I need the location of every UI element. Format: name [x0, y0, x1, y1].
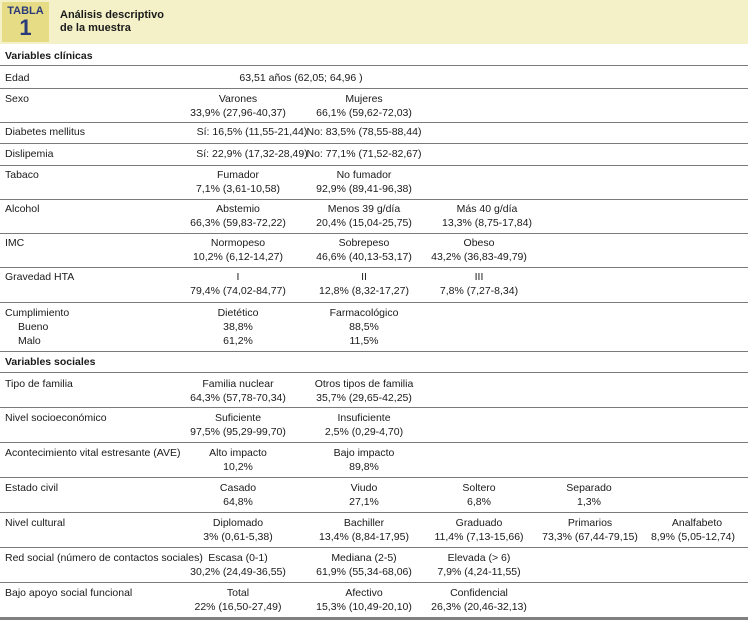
divider [0, 351, 748, 352]
cell-cultural-c5-value: 8,9% (5,05-12,74) [650, 531, 736, 543]
cell-nivel-socio-c1-value: 97,5% (95,29-99,70) [190, 426, 286, 438]
table-number: 1 [19, 15, 32, 40]
row-label-red: Red social (número de contactos sociales) [5, 552, 203, 564]
row-label-ave: Acontecimiento vital estresante (AVE) [5, 447, 181, 459]
cell-red-c2-value: 61,9% (55,34-68,06) [316, 566, 412, 578]
cell-apoyo-c2-value: 15,3% (10,49-20,10) [316, 601, 412, 613]
cell-apoyo-c1-head: Total [226, 587, 250, 599]
divider [0, 65, 748, 66]
cell-ave-c1-head: Alto impacto [209, 447, 267, 459]
table-title [60, 9, 164, 35]
divider [0, 233, 748, 234]
cell-familia-c2-head: Otros tipos de familia [314, 378, 414, 390]
cell-sexo-c2-head: Mujeres [345, 93, 383, 105]
row-label-familia: Tipo de familia [5, 378, 73, 390]
divider [0, 372, 748, 373]
cell-edad-value: 63,51 años (62,05; 64,96 ) [239, 72, 363, 84]
cell-cultural-c1-head: Diplomado [212, 517, 264, 529]
divider [0, 582, 748, 583]
divider [0, 122, 748, 123]
divider [0, 407, 748, 408]
cell-tabaco-c2-value: 92,9% (89,41-96,38) [316, 183, 412, 195]
cell-alcohol-c3-value: 13,3% (8,75-17,84) [442, 217, 532, 229]
row-label-imc: IMC [5, 237, 25, 249]
divider [0, 442, 748, 443]
cell-familia-c1-head: Familia nuclear [202, 378, 274, 390]
cell-nivel-socio-c2-head: Insuficiente [337, 412, 391, 424]
cell-cultural-c1-value: 3% (0,61-5,38) [203, 531, 273, 543]
cell-ave-c2-value: 89,8% [349, 461, 379, 473]
cell-imc-c3-value: 43,2% (36,83-49,79) [431, 251, 527, 263]
row-label-tabaco: Tabaco [5, 169, 39, 181]
cell-nivel-socio-c2-value: 2,5% (0,29-4,70) [324, 426, 404, 438]
table-label: TABLA [7, 5, 44, 17]
cell-civil-c1-value: 64,8% [223, 496, 253, 508]
cell-imc-c2-head: Sobrepeso [338, 237, 390, 249]
cell-diabetes-c1: Sí: 16,5% (11,55-21,44) [196, 126, 308, 138]
cell-red-c2-head: Mediana (2-5) [331, 552, 397, 564]
cell-apoyo-c3-value: 26,3% (20,46-32,13) [431, 601, 527, 613]
row-label-gravedad: Gravedad HTA [5, 271, 75, 283]
cell-gravedad-c2-head: II [361, 271, 367, 283]
cell-civil-c4-head: Separado [566, 482, 612, 494]
cell-diabetes-c2: No: 83,5% (78,55-88,44) [306, 126, 422, 138]
cell-cumplimiento-c2-bueno: 88,5% [349, 321, 379, 333]
divider [0, 267, 748, 268]
cell-sexo-c2-value: 66,1% (59,62-72,03) [316, 107, 412, 119]
cell-civil-c4-value: 1,3% [577, 496, 601, 508]
cell-cultural-c4-head: Primarios [567, 517, 613, 529]
row-label-cultural: Nivel cultural [5, 517, 66, 529]
divider [0, 199, 748, 200]
cell-cultural-c5-head: Analfabeto [671, 517, 723, 529]
cell-cultural-c3-head: Graduado [455, 517, 503, 529]
row-sublabel-bueno: Bueno [18, 321, 49, 333]
row-label-sexo: Sexo [5, 93, 29, 105]
cell-gravedad-c3-value: 7,8% (7,27-8,34) [439, 285, 519, 297]
cell-sexo-c1-head: Varones [218, 93, 258, 105]
cell-cultural-c2-head: Bachiller [343, 517, 385, 529]
cell-apoyo-c2-head: Afectivo [345, 587, 383, 599]
divider [0, 88, 748, 89]
cell-nivel-socio-c1-head: Suficiente [214, 412, 262, 424]
cell-familia-c1-value: 64,3% (57,78-70,34) [190, 392, 286, 404]
divider [0, 547, 748, 548]
cell-cumplimiento-c1-head: Dietético [217, 307, 259, 319]
cell-imc-c1-head: Normopeso [210, 237, 266, 249]
cell-alcohol-c2-head: Menos 39 g/día [327, 203, 401, 215]
cell-gravedad-c1-head: I [236, 271, 240, 283]
cell-cultural-c3-value: 11,4% (7,13-15,66) [434, 531, 524, 543]
cell-alcohol-c1-head: Abstemio [216, 203, 260, 215]
cell-cumplimiento-c2-head: Farmacológico [329, 307, 399, 319]
section-social: Variables sociales [5, 356, 96, 368]
cell-alcohol-c3-head: Más 40 g/día [456, 203, 518, 215]
table-header [0, 0, 748, 44]
row-label-alcohol: Alcohol [5, 203, 40, 215]
cell-civil-c3-head: Soltero [462, 482, 496, 494]
row-label-cumplimiento: Cumplimiento [5, 307, 70, 319]
cell-civil-c3-value: 6,8% [467, 496, 491, 508]
cell-familia-c2-value: 35,7% (29,65-42,25) [316, 392, 412, 404]
cell-gravedad-c1-value: 79,4% (74,02-84,77) [190, 285, 286, 297]
cell-imc-c2-value: 46,6% (40,13-53,17) [316, 251, 412, 263]
cell-alcohol-c1-value: 66,3% (59,83-72,22) [190, 217, 286, 229]
cell-tabaco-c1-head: Fumador [216, 169, 260, 181]
table-badge [2, 2, 49, 42]
cell-tabaco-c1-value: 7,1% (3,61-10,58) [195, 183, 281, 195]
row-label-civil: Estado civil [5, 482, 59, 494]
cell-dislipemia-c2: No: 77,1% (71,52-82,67) [306, 148, 422, 160]
cell-dislipemia-c1: Sí: 22,9% (17,32-28,49) [196, 148, 308, 160]
cell-cumplimiento-c1-malo: 61,2% [223, 335, 253, 347]
table-bottom-rule [0, 617, 748, 620]
cell-red-c3-value: 7,9% (4,24-11,55) [437, 566, 521, 578]
cell-red-c1-head: Escasa (0-1) [208, 552, 268, 564]
cell-alcohol-c2-value: 20,4% (15,04-25,75) [316, 217, 412, 229]
section-clinical: Variables clínicas [5, 50, 93, 62]
cell-imc-c1-value: 10,2% (6,12-14,27) [193, 251, 283, 263]
cell-civil-c2-value: 27,1% [349, 496, 379, 508]
divider [0, 165, 748, 166]
row-label-edad: Edad [5, 72, 30, 84]
cell-cumplimiento-c1-bueno: 38,8% [223, 321, 253, 333]
cell-apoyo-c1-value: 22% (16,50-27,49) [194, 601, 282, 613]
row-label-nivel-socio: Nivel socioeconómico [5, 412, 107, 424]
cell-civil-c1-head: Casado [219, 482, 257, 494]
divider [0, 477, 748, 478]
table-title-line1: Análisis descriptivo [60, 9, 164, 21]
row-label-diabetes: Diabetes mellitus [5, 126, 85, 138]
cell-imc-c3-head: Obeso [463, 237, 495, 249]
divider [0, 302, 748, 303]
divider [0, 143, 748, 144]
row-label-dislipemia: Dislipemia [5, 148, 54, 160]
cell-cultural-c2-value: 13,4% (8,84-17,95) [319, 531, 409, 543]
cell-ave-c2-head: Bajo impacto [333, 447, 395, 459]
cell-cultural-c4-value: 73,3% (67,44-79,15) [542, 531, 638, 543]
cell-red-c1-value: 30,2% (24,49-36,55) [190, 566, 286, 578]
cell-apoyo-c3-head: Confidencial [450, 587, 508, 599]
divider [0, 512, 748, 513]
cell-ave-c1-value: 10,2% [223, 461, 253, 473]
cell-gravedad-c3-head: III [474, 271, 484, 283]
table-title-line2: de la muestra [60, 22, 131, 34]
cell-tabaco-c2-head: No fumador [336, 169, 392, 181]
row-label-apoyo: Bajo apoyo social funcional [5, 587, 133, 599]
cell-red-c3-head: Elevada (> 6) [447, 552, 511, 564]
cell-gravedad-c2-value: 12,8% (8,32-17,27) [319, 285, 409, 297]
cell-sexo-c1-value: 33,9% (27,96-40,37) [190, 107, 286, 119]
cell-cumplimiento-c2-malo: 11,5% [349, 335, 379, 347]
row-sublabel-malo: Malo [18, 335, 41, 347]
cell-civil-c2-head: Viudo [350, 482, 378, 494]
